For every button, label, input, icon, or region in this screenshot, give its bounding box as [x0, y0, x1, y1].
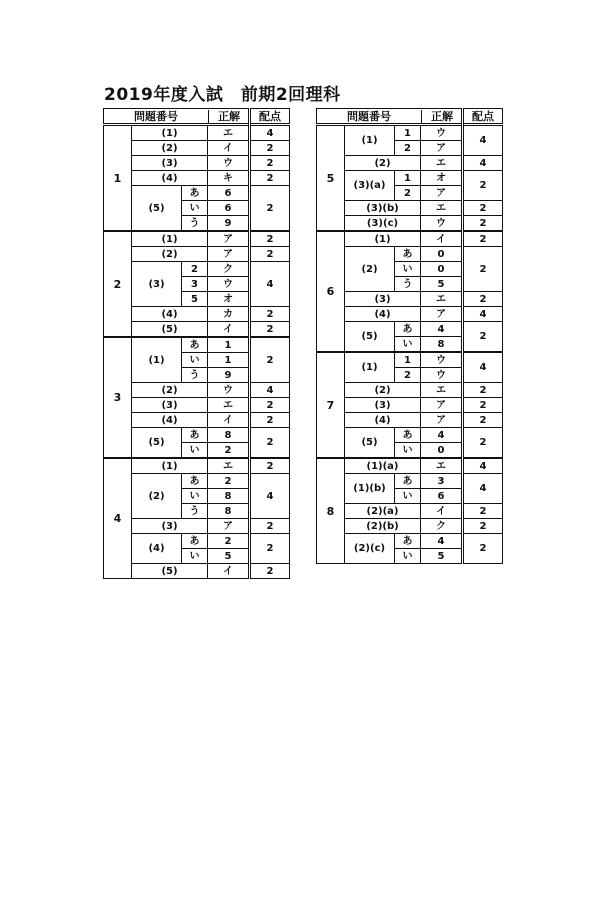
table-row [317, 413, 503, 428]
answer-cell: オ [208, 292, 250, 307]
table-row [317, 231, 503, 247]
sub-question: (5) [132, 564, 208, 579]
answer-cell: エ [208, 458, 250, 474]
sub-question: (5) [345, 428, 395, 459]
key-cell: あ [395, 534, 421, 549]
sub-question: (1) [345, 125, 395, 156]
answer-cell: 0 [421, 443, 463, 459]
table-row [317, 428, 503, 443]
points-cell: 2 [250, 141, 290, 156]
table-row [317, 292, 503, 307]
sub-question: (5) [345, 322, 395, 353]
header-question [317, 109, 463, 125]
answer-cell: 6 [208, 186, 250, 201]
table-row [104, 171, 290, 186]
sub-question: (2) [132, 383, 208, 398]
header-points: 配点 [463, 109, 503, 125]
points-cell: 2 [463, 504, 503, 519]
table-row [104, 141, 290, 156]
header-question-label: 問題番号 [347, 109, 391, 123]
table-row [317, 504, 503, 519]
key-cell: い [182, 443, 208, 459]
sub-question: (1) [132, 337, 182, 383]
table-row [104, 125, 290, 141]
answer-cell: ク [421, 519, 463, 534]
points-cell: 2 [250, 564, 290, 579]
answer-cell: エ [208, 398, 250, 413]
answer-cell: 8 [421, 337, 463, 353]
points-cell: 2 [463, 292, 503, 307]
table-row [317, 247, 503, 262]
table-row [317, 307, 503, 322]
points-cell: 2 [463, 398, 503, 413]
key-cell: 3 [182, 277, 208, 292]
sub-question: (2) [132, 247, 208, 262]
table-row [104, 383, 290, 398]
sub-question: (4) [345, 413, 421, 428]
answer-cell: ウ [208, 383, 250, 398]
sub-question: (4) [132, 413, 208, 428]
answer-cell: イ [208, 564, 250, 579]
sub-question: (3) [132, 398, 208, 413]
points-cell: 2 [463, 171, 503, 201]
answer-cell: ア [421, 413, 463, 428]
answer-cell: 9 [208, 368, 250, 383]
answer-cell: 1 [208, 353, 250, 368]
answer-cell: 4 [421, 322, 463, 337]
key-cell: 2 [182, 262, 208, 277]
points-cell: 4 [463, 156, 503, 171]
key-cell: 2 [395, 141, 421, 156]
key-cell: あ [182, 186, 208, 201]
answer-cell: ウ [421, 368, 463, 383]
table-row [317, 534, 503, 549]
answer-cell: エ [421, 458, 463, 474]
table-row [317, 383, 503, 398]
sub-question: (2) [345, 156, 421, 171]
sub-question: (2) [132, 141, 208, 156]
sub-question: (3) [345, 292, 421, 307]
answer-cell: エ [208, 125, 250, 141]
sub-question: (1) [345, 231, 421, 247]
table-row [104, 322, 290, 338]
page-title: 2019年度入試 前期2回理科 [104, 85, 341, 105]
answer-cell: イ [208, 413, 250, 428]
key-cell: あ [182, 474, 208, 489]
answer-cell: 5 [421, 277, 463, 292]
sub-question: (2)(c) [345, 534, 395, 564]
header-question-label: 問題番号 [134, 109, 178, 123]
key-cell: 1 [395, 125, 421, 141]
answer-cell: 2 [208, 443, 250, 459]
answer-cell: イ [208, 322, 250, 338]
points-cell: 2 [250, 337, 290, 383]
answer-cell: ウ [208, 277, 250, 292]
answer-cell: 2 [208, 474, 250, 489]
answer-cell: エ [421, 383, 463, 398]
table-row [317, 125, 503, 141]
points-cell: 2 [250, 186, 290, 232]
points-cell: 4 [463, 474, 503, 504]
key-cell: あ [395, 322, 421, 337]
sub-question: (3) [132, 156, 208, 171]
table-row [104, 156, 290, 171]
points-cell: 2 [250, 171, 290, 186]
key-cell: あ [395, 428, 421, 443]
points-cell: 2 [463, 534, 503, 564]
answer-cell: 0 [421, 247, 463, 262]
table-row [317, 519, 503, 534]
points-cell: 2 [250, 413, 290, 428]
sub-question: (2) [345, 383, 421, 398]
table-row [104, 231, 290, 247]
key-cell: う [182, 504, 208, 519]
key-cell: あ [182, 428, 208, 443]
sub-question: (3) [132, 262, 182, 307]
answer-cell: 5 [208, 549, 250, 564]
sub-question: (3) [132, 519, 208, 534]
question-number: 2 [104, 231, 132, 337]
points-cell: 2 [250, 231, 290, 247]
points-cell: 2 [463, 383, 503, 398]
answer-cell: 6 [208, 201, 250, 216]
points-cell: 2 [250, 534, 290, 564]
answer-cell: ア [421, 307, 463, 322]
answer-cell: ク [208, 262, 250, 277]
header-points: 配点 [250, 109, 290, 125]
sub-question: (3) [345, 398, 421, 413]
header-answer-label: 正解 [208, 110, 249, 123]
question-number: 6 [317, 231, 345, 352]
table-row [104, 534, 290, 549]
table-row [104, 247, 290, 262]
answer-cell: 3 [421, 474, 463, 489]
answer-cell: エ [421, 201, 463, 216]
header-row [317, 109, 503, 125]
table-row [317, 458, 503, 474]
table-row [104, 519, 290, 534]
sub-question: (2)(a) [345, 504, 421, 519]
sub-question: (5) [132, 186, 182, 232]
answer-cell: 9 [208, 216, 250, 232]
answer-cell: ア [208, 247, 250, 262]
table-row [104, 262, 290, 277]
sub-question: (3)(c) [345, 216, 421, 232]
key-cell: あ [395, 247, 421, 262]
header-answer-label: 正解 [421, 110, 462, 123]
points-cell: 2 [463, 231, 503, 247]
answer-cell: 2 [208, 534, 250, 549]
key-cell: 5 [182, 292, 208, 307]
key-cell: い [395, 262, 421, 277]
header-question [104, 109, 250, 125]
points-cell: 2 [250, 398, 290, 413]
answer-cell: 8 [208, 428, 250, 443]
answer-cell: イ [421, 231, 463, 247]
points-cell: 4 [463, 125, 503, 156]
table-row [104, 474, 290, 489]
sub-question: (2)(b) [345, 519, 421, 534]
answer-cell: ア [208, 519, 250, 534]
sub-question: (1)(b) [345, 474, 395, 504]
points-cell: 2 [463, 428, 503, 459]
points-cell: 2 [250, 247, 290, 262]
answer-cell: エ [421, 292, 463, 307]
answer-cell: ウ [421, 125, 463, 141]
sub-question: (5) [132, 322, 208, 338]
answer-cell: ウ [208, 156, 250, 171]
points-cell: 4 [463, 352, 503, 383]
sub-question: (2) [132, 474, 182, 519]
table-row [317, 171, 503, 186]
key-cell: い [182, 353, 208, 368]
sub-question: (2) [345, 247, 395, 292]
table-row [104, 564, 290, 579]
sub-question: (5) [132, 428, 182, 459]
table-row [104, 398, 290, 413]
answer-cell: ア [421, 186, 463, 201]
answer-table-right [316, 108, 503, 564]
points-cell: 2 [463, 413, 503, 428]
points-cell: 2 [463, 201, 503, 216]
answer-cell: イ [421, 504, 463, 519]
sub-question: (1) [132, 125, 208, 141]
key-cell: い [395, 549, 421, 564]
points-cell: 4 [250, 262, 290, 307]
question-number: 3 [104, 337, 132, 458]
table-row [104, 186, 290, 201]
question-number: 1 [104, 125, 132, 232]
answer-cell: ウ [421, 352, 463, 368]
key-cell: あ [182, 337, 208, 353]
key-cell: 2 [395, 186, 421, 201]
points-cell: 4 [463, 307, 503, 322]
key-cell: い [182, 201, 208, 216]
table-row [104, 458, 290, 474]
points-cell: 2 [250, 428, 290, 459]
sub-question: (3)(b) [345, 201, 421, 216]
points-cell: 2 [250, 458, 290, 474]
key-cell: う [182, 216, 208, 232]
key-cell: 1 [395, 171, 421, 186]
points-cell: 2 [463, 216, 503, 232]
points-cell: 2 [463, 322, 503, 353]
points-cell: 2 [250, 307, 290, 322]
sub-question: (4) [132, 534, 182, 564]
answer-cell: 1 [208, 337, 250, 353]
answer-cell: カ [208, 307, 250, 322]
table-row [104, 337, 290, 353]
answer-cell: 5 [421, 549, 463, 564]
key-cell: い [182, 489, 208, 504]
points-cell: 2 [463, 519, 503, 534]
sub-question: (4) [345, 307, 421, 322]
answer-table-left [103, 108, 290, 579]
points-cell: 4 [250, 474, 290, 519]
answer-cell: ウ [421, 216, 463, 232]
answer-cell: 6 [421, 489, 463, 504]
answer-cell: 0 [421, 262, 463, 277]
points-cell: 2 [250, 322, 290, 338]
key-cell: う [182, 368, 208, 383]
sub-question: (1)(a) [345, 458, 421, 474]
answer-cell: ア [421, 398, 463, 413]
answer-cell: 8 [208, 504, 250, 519]
answer-cell: キ [208, 171, 250, 186]
points-cell: 4 [250, 125, 290, 141]
sub-question: (4) [132, 171, 208, 186]
table-row [317, 352, 503, 368]
answer-cell: ア [421, 141, 463, 156]
table-row [104, 413, 290, 428]
key-cell: い [395, 489, 421, 504]
sub-question: (3)(a) [345, 171, 395, 201]
key-cell: 2 [395, 368, 421, 383]
points-cell: 2 [250, 519, 290, 534]
key-cell: い [395, 337, 421, 353]
header-row [104, 109, 290, 125]
table-row [317, 474, 503, 489]
table-row [317, 201, 503, 216]
key-cell: う [395, 277, 421, 292]
answer-cell: 8 [208, 489, 250, 504]
question-number: 8 [317, 458, 345, 564]
answer-cell: オ [421, 171, 463, 186]
question-number: 5 [317, 125, 345, 232]
answer-cell: ア [208, 231, 250, 247]
points-cell: 2 [250, 156, 290, 171]
table-row [317, 322, 503, 337]
sub-question: (1) [132, 231, 208, 247]
answer-cell: イ [208, 141, 250, 156]
sub-question: (4) [132, 307, 208, 322]
table-row [317, 216, 503, 232]
key-cell: 1 [395, 352, 421, 368]
table-row [104, 428, 290, 443]
table-row [317, 398, 503, 413]
sub-question: (1) [345, 352, 395, 383]
question-number: 7 [317, 352, 345, 458]
sub-question: (1) [132, 458, 208, 474]
key-cell: い [182, 549, 208, 564]
points-cell: 4 [463, 458, 503, 474]
answer-cell: 4 [421, 534, 463, 549]
table-row [317, 156, 503, 171]
points-cell: 4 [250, 383, 290, 398]
answer-cell: 4 [421, 428, 463, 443]
question-number: 4 [104, 458, 132, 579]
key-cell: あ [395, 474, 421, 489]
key-cell: い [395, 443, 421, 459]
table-row [104, 307, 290, 322]
points-cell: 2 [463, 247, 503, 292]
key-cell: あ [182, 534, 208, 549]
answer-cell: エ [421, 156, 463, 171]
